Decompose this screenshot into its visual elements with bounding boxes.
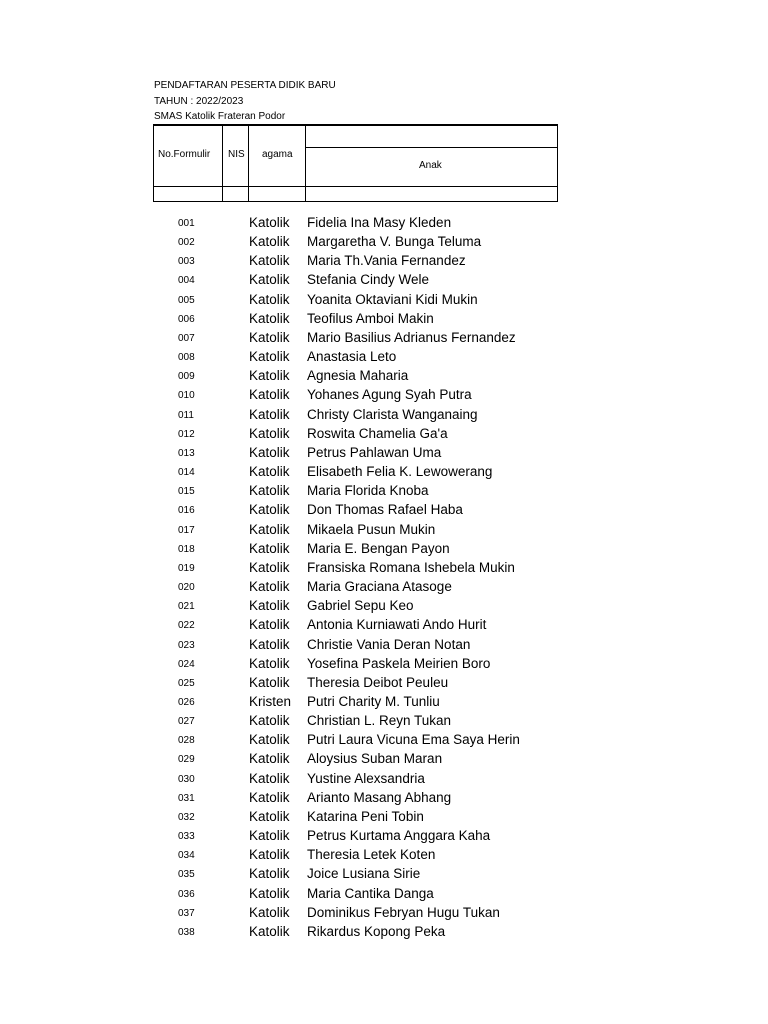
religion: Katolik (249, 751, 290, 767)
student-name: Yustine Alexsandria (307, 770, 425, 786)
form-number: 026 (178, 697, 195, 708)
table-row (0, 808, 768, 827)
student-name: Katarina Peni Tobin (307, 808, 424, 824)
religion: Katolik (249, 828, 290, 844)
form-number: 002 (178, 237, 195, 249)
religion: Katolik (249, 674, 290, 690)
form-number: 031 (178, 792, 195, 804)
religion: Katolik (249, 713, 290, 729)
form-number: 003 (178, 256, 195, 268)
table-row (0, 214, 768, 233)
student-name: Agnesia Maharia (307, 368, 409, 384)
religion: Katolik (249, 464, 290, 480)
table-row (0, 386, 768, 405)
form-number: 008 (178, 352, 195, 364)
form-number: 001 (178, 218, 195, 229)
religion: Katolik (249, 655, 290, 671)
student-name: Christy Clarista Wanganaing (307, 406, 478, 422)
table-row (0, 750, 768, 769)
document-title: PENDAFTARAN PESERTA DIDIK BARU (154, 80, 336, 91)
religion: Katolik (249, 521, 290, 537)
form-number: 006 (178, 313, 195, 325)
table-row (0, 521, 768, 540)
table-row (0, 291, 768, 310)
table-row (0, 367, 768, 386)
student-name: Yosefina Paskela Meirien Boro (307, 655, 491, 671)
religion: Katolik (249, 540, 290, 556)
religion: Katolik (249, 444, 290, 460)
religion: Katolik (249, 904, 290, 920)
table-row (0, 482, 768, 501)
student-name: Christian L. Reyn Tukan (307, 713, 452, 729)
table-row (0, 923, 768, 942)
student-name: Maria Th.Vania Fernandez (307, 253, 466, 269)
form-number: 019 (178, 562, 195, 574)
table-row (0, 770, 768, 789)
table-row (0, 731, 768, 750)
table-border-right (557, 125, 558, 202)
table-row (0, 885, 768, 904)
religion: Katolik (249, 559, 290, 575)
table-row (0, 578, 768, 597)
student-name: Stefania Cindy Wele (307, 272, 430, 288)
form-number: 011 (178, 409, 194, 421)
form-number: 004 (178, 275, 195, 287)
student-name: Maria E. Bengan Payon (307, 540, 450, 556)
religion: Katolik (249, 349, 290, 365)
form-number: 014 (178, 467, 195, 479)
form-number: 010 (178, 390, 195, 402)
religion: Katolik (249, 483, 290, 499)
student-name: Putri Charity M. Tunliu (307, 694, 440, 709)
table-row (0, 846, 768, 865)
religion: Katolik (249, 234, 290, 250)
column-header-anak: Anak (419, 160, 442, 171)
student-name: Aloysius Suban Maran (307, 751, 443, 767)
student-name: Elisabeth Felia K. Lewowerang (307, 464, 493, 480)
form-number: 029 (178, 754, 195, 766)
student-name: Petrus Kurtama Anggara Kaha (307, 828, 491, 844)
form-number: 028 (178, 735, 195, 747)
religion: Katolik (249, 885, 290, 901)
table-row (0, 540, 768, 559)
form-number: 023 (178, 639, 195, 651)
form-number: 017 (178, 524, 195, 536)
student-name: Joice Lusiana Sirie (307, 866, 421, 882)
student-name: Don Thomas Rafael Haba (307, 502, 463, 518)
form-number: 005 (178, 294, 195, 306)
student-name: Maria Florida Knoba (307, 483, 429, 499)
student-name: Petrus Pahlawan Uma (307, 444, 442, 460)
student-name: Antonia Kurniawati Ando Hurit (307, 617, 487, 633)
student-name: Margaretha V. Bunga Teluma (307, 234, 482, 250)
student-name: Dominikus Febryan Hugu Tukan (307, 904, 500, 920)
table-divider-nis (222, 125, 223, 202)
form-number: 036 (178, 888, 195, 900)
table-row (0, 559, 768, 578)
religion: Katolik (249, 847, 290, 863)
form-number: 012 (178, 428, 195, 440)
table-row (0, 406, 768, 425)
table-row (0, 636, 768, 655)
form-number: 025 (178, 677, 195, 689)
student-name: Roswita Chamelia Ga'a (307, 425, 448, 441)
table-row (0, 425, 768, 444)
form-number: 030 (178, 773, 195, 785)
student-name: Rikardus Kopong Peka (307, 923, 446, 939)
table-row (0, 904, 768, 923)
religion: Kristen (249, 694, 292, 709)
table-border-top (153, 124, 558, 126)
form-number: 035 (178, 869, 195, 881)
table-row (0, 712, 768, 731)
religion: Katolik (249, 732, 290, 748)
religion: Katolik (249, 253, 290, 269)
student-name: Mikaela Pusun Mukin (307, 521, 436, 537)
religion: Katolik (249, 425, 290, 441)
student-name: Maria Cantika Danga (307, 885, 434, 901)
form-number: 034 (178, 850, 195, 862)
form-number: 022 (178, 620, 195, 632)
table-row (0, 827, 768, 846)
student-name: Gabriel Sepu Keo (307, 598, 414, 614)
table-row (0, 789, 768, 808)
religion: Katolik (249, 923, 290, 939)
religion: Katolik (249, 502, 290, 518)
table-border-bottom (153, 201, 558, 202)
religion: Katolik (249, 579, 290, 595)
table-row (0, 444, 768, 463)
form-number: 018 (178, 543, 195, 555)
religion: Katolik (249, 617, 290, 633)
table-row (0, 252, 768, 271)
table-row (0, 310, 768, 329)
student-name: Christie Vania Deran Notan (307, 636, 471, 652)
religion: Katolik (249, 291, 290, 307)
student-name: Yohanes Agung Syah Putra (307, 387, 472, 403)
student-name: Theresia Deibot Peuleu (307, 674, 449, 690)
table-row (0, 693, 768, 712)
form-number: 038 (178, 926, 195, 938)
table-row (0, 597, 768, 616)
table-row (0, 463, 768, 482)
form-number: 033 (178, 831, 195, 843)
student-name: Arianto Masang Abhang (307, 789, 452, 805)
religion: Katolik (249, 272, 290, 288)
table-row (0, 271, 768, 290)
student-name: Fidelia Ina Masy Kleden (307, 215, 452, 230)
table-row (0, 674, 768, 693)
student-name: Fransiska Romana Ishebela Mukin (307, 559, 515, 575)
student-name: Theresia Letek Koten (307, 847, 436, 863)
form-number: 015 (178, 486, 195, 498)
table-row (0, 348, 768, 367)
student-name: Putri Laura Vicuna Ema Saya Herin (307, 732, 520, 748)
column-header-no-formulir: No.Formulir (158, 149, 211, 160)
form-number: 016 (178, 505, 195, 517)
form-number: 020 (178, 582, 195, 594)
school-name: SMAS Katolik Frateran Podor (154, 111, 286, 122)
religion: Katolik (249, 636, 290, 652)
religion: Katolik (249, 310, 290, 326)
religion: Katolik (249, 329, 290, 345)
column-header-nis: NIS (228, 149, 245, 160)
religion: Katolik (249, 866, 290, 882)
table-divider-agama (248, 125, 249, 202)
religion: Katolik (249, 598, 290, 614)
table-row (0, 329, 768, 348)
form-number: 009 (178, 371, 195, 383)
religion: Katolik (249, 215, 290, 230)
religion: Katolik (249, 808, 290, 824)
student-name: Teofilus Amboi Makin (307, 310, 434, 326)
religion: Katolik (249, 770, 290, 786)
form-number: 027 (178, 716, 195, 728)
form-number: 007 (178, 332, 195, 344)
form-number: 024 (178, 658, 195, 670)
form-number: 037 (178, 907, 195, 919)
table-row (0, 865, 768, 884)
student-name: Maria Graciana Atasoge (307, 579, 452, 595)
religion: Katolik (249, 789, 290, 805)
table-divider-anak (305, 125, 306, 202)
form-number: 021 (178, 601, 195, 613)
table-row (0, 233, 768, 252)
column-header-agama: agama (262, 149, 293, 160)
table-border-inner (305, 147, 558, 148)
table-border-mid (153, 186, 558, 187)
table-row (0, 501, 768, 520)
student-name: Yoanita Oktaviani Kidi Mukin (307, 291, 478, 307)
student-name: Mario Basilius Adrianus Fernandez (307, 329, 516, 345)
religion: Katolik (249, 368, 290, 384)
form-number: 013 (178, 447, 195, 459)
table-border-left (153, 125, 154, 202)
form-number: 032 (178, 811, 195, 823)
religion: Katolik (249, 387, 290, 403)
table-row (0, 655, 768, 674)
religion: Katolik (249, 406, 290, 422)
academic-year: TAHUN : 2022/2023 (154, 96, 244, 107)
student-name: Anastasia Leto (307, 349, 397, 365)
table-row (0, 616, 768, 635)
